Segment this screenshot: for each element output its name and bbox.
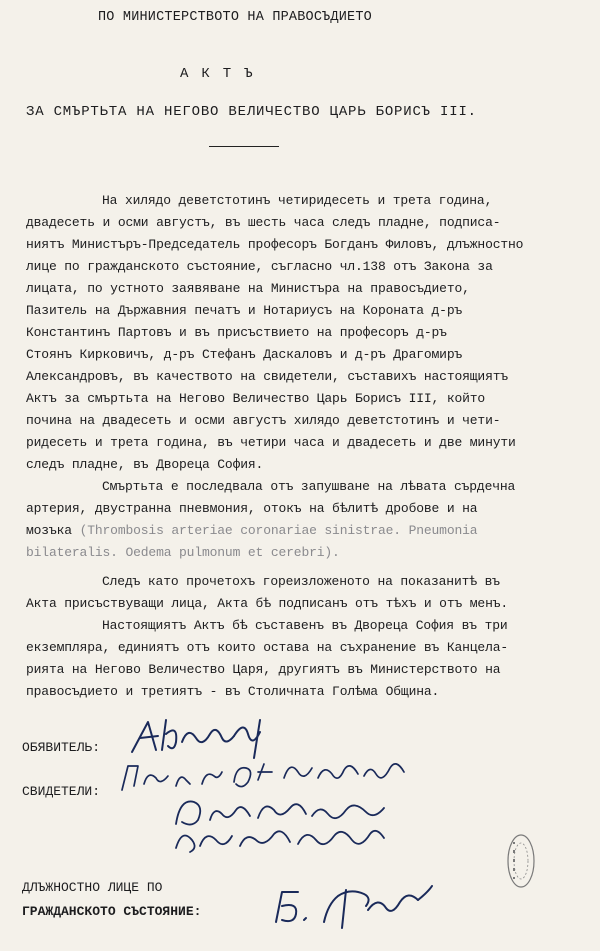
official-signature <box>268 882 438 932</box>
paragraph-4-line: Настоящиятъ Актъ бѣ съставенъ въ Двореца София въ три <box>102 618 508 633</box>
paragraph-2-line <box>26 520 600 542</box>
paragraph-1-line: На хилядо деветстотинъ четиридесеть и трета година, <box>102 193 493 208</box>
witness-signature-aleksandrov <box>170 818 400 858</box>
paragraph-1-line: лице по гражданското състояние, съгласно чл.138 отъ Закона за <box>26 259 493 274</box>
paragraph-1-line: Константинъ Партовъ и въ присъствието на професоръ д-ръ <box>26 325 447 340</box>
paragraph-3-line: Следъ като прочетохъ гореизложеното на показанитѣ въ <box>102 574 500 589</box>
paragraph-3-line: Акта присъствуващи лица, Акта бѣ подписанъ отъ тѣхъ и отъ менъ. <box>26 596 509 611</box>
paragraph-1-line: следъ пладне, въ Двореца София. <box>26 457 264 472</box>
archive-stamp-icon <box>504 832 538 890</box>
paragraph-1-line: Пазитель на Държавния печатъ и Нотариусъ на Короната д-ръ <box>26 303 463 318</box>
latin-diagnosis-part2: bilateralis. Oedema pulmonum et cerebri). <box>26 545 340 560</box>
official-label-line1: ДЛЪЖНОСТНО ЛИЦЕ ПО <box>22 880 163 895</box>
document-subtitle: ЗА СМЪРТЬТА НА НЕГОВО ВЕЛИЧЕСТВО ЦАРЬ БОРИСЪ III. <box>26 104 477 120</box>
paragraph-2-line: Смъртьта е последвала отъ запушване на лѣвата сърдечна <box>102 479 516 494</box>
paragraph-1-line: ридесеть и трета година, въ четири часа и двадесеть и две минути <box>26 435 516 450</box>
paragraph-2-word: мозъка <box>26 523 80 538</box>
ministry-header: ПО МИНИСТЕРСТВОТО НА ПРАВОСЪДИЕТО <box>98 10 372 25</box>
witnesses-label: СВИДЕТЕЛИ: <box>22 784 101 799</box>
paragraph-4-line: рията на Негово Величество Царя, другиятъ въ Министерството на <box>26 662 501 677</box>
paragraph-1-line: ниятъ Министъръ-Председатель професоръ Богданъ Филовъ, длъжностно <box>26 237 524 252</box>
latin-diagnosis-part1: (Thrombosis arteriae coronariae sinistrae. Pneumonia <box>79 523 478 538</box>
title-divider <box>209 146 279 147</box>
paragraph-4-line: правосъдието и третиятъ - въ Столичната Голѣма Община. <box>26 684 440 699</box>
paragraph-1-line: лицата, по устното заявяване на Министъра на правосъдието, <box>26 281 470 296</box>
document-title: АКТЪ <box>180 66 266 82</box>
declarant-label: ОБЯВИТЕЛЬ: <box>22 740 101 755</box>
official-label-line2: ГРАЖДАНСКОТО СЪСТОЯНИЕ: <box>22 904 202 919</box>
paragraph-1-line: почина на двадесеть и осми августъ хилядо деветстотинъ и чети- <box>26 413 501 428</box>
paragraph-1-line: Стоянъ Кирковичъ, д-ръ Стефанъ Даскаловъ и д-ръ Драгомиръ <box>26 347 463 362</box>
paragraph-1-line: Актъ за смъртьта на Негово Величество Царь Борисъ III, който <box>26 391 486 406</box>
paragraph-4-line: екземпляра, единиятъ отъ които остава на съхранение въ Канцела- <box>26 640 509 655</box>
paragraph-1-line: Александровъ, въ качеството на свидетели, съставихъ настоящиятъ <box>26 369 509 384</box>
act-body <box>26 190 600 703</box>
paragraph-2-line: артерия, двустранна пневмония, отокъ на бѣлитѣ дробове и на <box>26 501 478 516</box>
paragraph-1-line: двадесеть и осми августъ, въ шесть часа следъ пладне, подписа- <box>26 215 501 230</box>
